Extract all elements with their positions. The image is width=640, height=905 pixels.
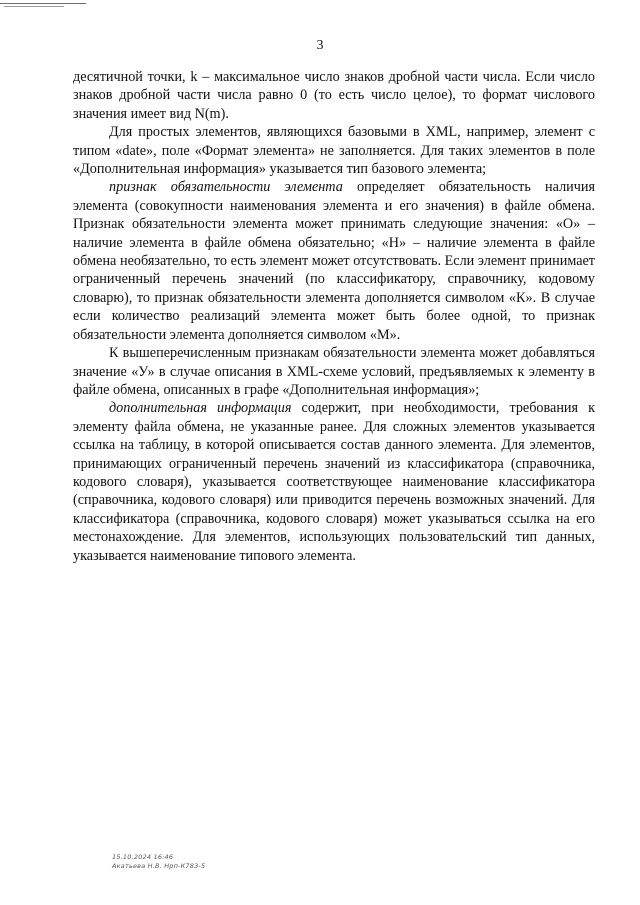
paragraph-additional-info	[73, 399, 595, 565]
top-scan-rule	[0, 3, 86, 4]
footer-date: 15.10.2024 16:46	[112, 853, 174, 861]
top-scan-rule-secondary	[4, 6, 64, 7]
paragraph-mandatory-flag-text: определяет обязательность наличия элемента (совокупности наименования элемента и его значения) в файле обмена. Признак обязательности элемента может принимать следующие значения: «О» – наличие элемента в файле обмена обязательно; «Н» – наличие элемента в файле обмена необязательно, то есть элемент может отсутствовать. Если элемент принимает ограниченный перечень значений (по классификатору, справочнику, кодовому словарю), то признак обязательности элемента дополняется символом «К». В случае если количество реализаций элемента может быть более одной, то признак обязательности элемента дополняется символом «М».	[73, 179, 595, 343]
page-number: 3	[316, 38, 324, 53]
document-body	[73, 68, 595, 565]
paragraph-number-format: десятичной точки, k – максимальное число знаков дробной части числа. Если число знаков дробной части числа равно 0 (то есть число целое), то формат числового значения имеет вид N(m).	[73, 69, 595, 122]
footer-author: Акатьева Н.В. Нрп-К783-5	[112, 862, 206, 870]
paragraph-simple-elements: Для простых элементов, являющихся базовыми в XML, например, элемент с типом «date», поле «Формат элемента» не заполняется. Для таких элементов в поле «Дополнительная информация» указывается тип базового элемента;	[73, 124, 595, 178]
paragraph-conditional-flag: К вышеперечисленным признакам обязательности элемента может добавляться значение «У» в случае описания в XML-схеме условий, предъявляемых к элементу в файле обмена, описанных в графе «Дополнительная информация»;	[73, 345, 595, 398]
term-additional-info: дополнительная информация	[109, 400, 292, 417]
term-mandatory-flag: признак обязательности элемента	[109, 179, 343, 196]
footer-stamp	[112, 853, 205, 871]
paragraph-mandatory-flag	[73, 178, 595, 344]
paragraph-additional-info-text: содержит, при необходимости, требования к элементу файла обмена, не указанные ранее. Для сложных элементов указывается ссылка на таблицу, в которой описывается состав данного элемента. Для элементов, принимающих ограниченный перечень значений из классификатора (справочника, кодового словаря), указывается соответствующее наименование классификатора (справочника, кодового словаря) или приводится перечень возможных значений. Для классификатора (справочника, кодового словаря) может указываться ссылка на его местонахождение. Для элементов, использующих пользовательский тип данных, указывается наименование типового элемента.	[73, 400, 595, 564]
